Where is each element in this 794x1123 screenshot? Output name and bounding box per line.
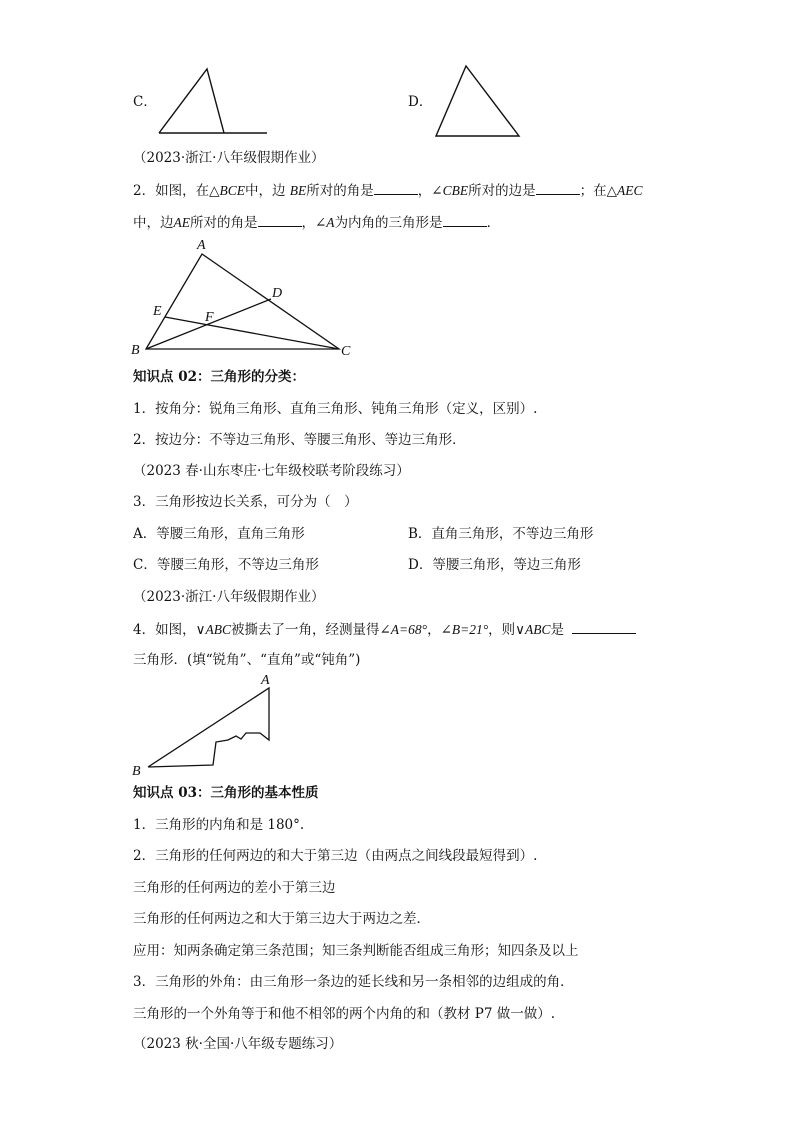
answer-blank[interactable] bbox=[374, 181, 418, 195]
option-c-figure bbox=[150, 60, 280, 140]
q3-option-d[interactable]: D．等腰三角形，等边三角形 bbox=[408, 557, 581, 573]
q2-line2: 中，边AE所对的角是 ，∠A为内角的三角形是 ． bbox=[133, 215, 501, 231]
q2-triangle-figure bbox=[125, 235, 365, 360]
label-b: B bbox=[131, 343, 140, 358]
section03-line1: 1．三角形的内角和是 180°. bbox=[133, 817, 305, 833]
answer-blank[interactable] bbox=[443, 213, 487, 227]
section03-line3: 三角形的任何两边的差小于第三边 bbox=[133, 880, 336, 896]
option-d-label: D． bbox=[408, 94, 433, 110]
section03-line4: 三角形的任何两边之和大于第三边大于两边之差． bbox=[133, 911, 430, 927]
answer-blank[interactable] bbox=[536, 181, 580, 195]
section03-line2: 2．三角形的任何两边的和大于第三边（由两点之间线段最短得到）. bbox=[133, 848, 538, 864]
label-a: A bbox=[261, 673, 270, 688]
option-c-label: C． bbox=[133, 94, 157, 110]
section02-item2: 2．按边分：不等边三角形、等腰三角形、等边三角形． bbox=[133, 432, 466, 448]
answer-blank[interactable] bbox=[258, 213, 302, 227]
q2-source: （2023·浙江·八年级假期作业） bbox=[133, 150, 325, 166]
label-e: E bbox=[153, 304, 162, 319]
section03-line6: 3．三角形的外角：由三角形一条边的延长线和另一条相邻的边组成的角． bbox=[133, 974, 574, 990]
q3-option-b[interactable]: B．直角三角形，不等边三角形 bbox=[408, 526, 594, 542]
option-d-figure bbox=[430, 60, 530, 140]
q3-source: （2023 春·山东枣庄·七年级校联考阶段练习） bbox=[133, 463, 410, 479]
q4-line2: 三角形．(填“锐角”、“直角”或“钝角”) bbox=[133, 652, 361, 668]
answer-blank[interactable] bbox=[572, 620, 636, 634]
q3-stem: 3．三角形按边长关系，可分为（ ） bbox=[133, 494, 358, 510]
q4-source: （2023·浙江·八年级假期作业） bbox=[133, 589, 325, 605]
q3-option-c[interactable]: C．等腰三角形，不等边三角形 bbox=[133, 557, 319, 573]
section03-heading: 知识点 03：三角形的基本性质 bbox=[133, 785, 319, 801]
section03-source: （2023 秋·全国·八年级专题练习） bbox=[133, 1036, 343, 1052]
label-f: F bbox=[205, 310, 214, 325]
section02-item1: 1．按角分：锐角三角形、直角三角形、钝角三角形（定义，区别）. bbox=[133, 401, 538, 417]
section02-heading: 知识点 02：三角形的分类： bbox=[133, 369, 305, 385]
label-b: B bbox=[132, 764, 141, 779]
label-d: D bbox=[272, 286, 283, 301]
section03-line7: 三角形的一个外角等于和他不相邻的两个内角的和（教材 P7 做一做）. bbox=[133, 1006, 556, 1022]
q4-line1: 4．如图，∨ABC被撕去了一角，经测量得∠A=68°，∠B=21°，则∨ABC是 bbox=[133, 620, 636, 639]
q3-option-a[interactable]: A．等腰三角形，直角三角形 bbox=[133, 526, 305, 542]
q2-line1: 2．如图，在△BCE中，边 BE所对的角是 ，∠CBE所对的边是 ；在△AEC bbox=[133, 183, 643, 199]
label-c: C bbox=[341, 344, 351, 359]
section03-line5: 应用：知两条确定第三条范围；知三条判断能否组成三角形；知四条及以上 bbox=[133, 943, 579, 959]
label-a: A bbox=[197, 238, 206, 253]
q4-torn-triangle-figure bbox=[128, 670, 288, 780]
